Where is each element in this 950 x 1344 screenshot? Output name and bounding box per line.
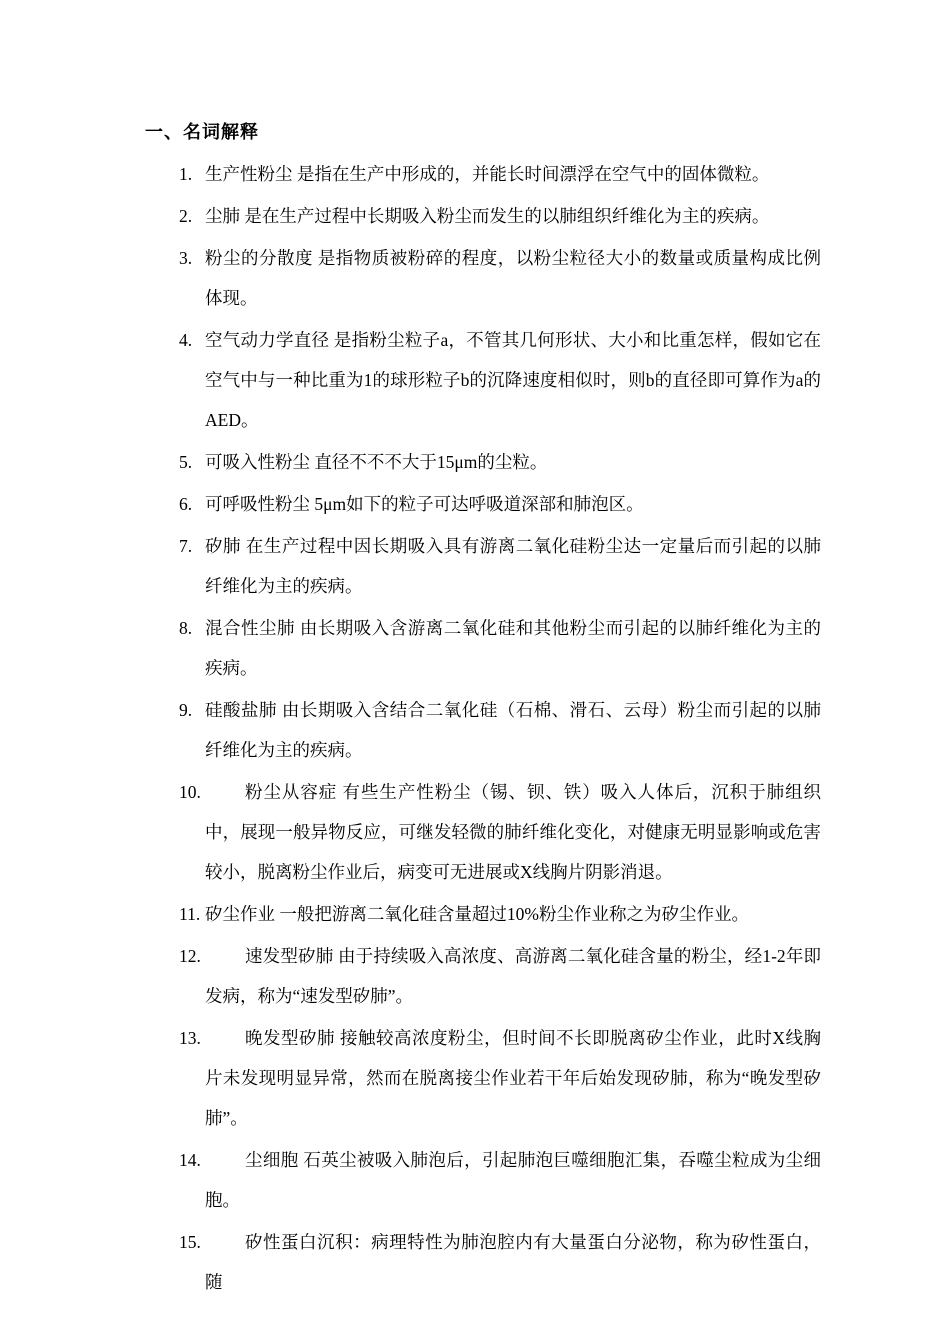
item-term: 可吸入性粉尘 — [205, 452, 310, 472]
item-definition: 是指在生产中形成的，并能长时间漂浮在空气中的固体微粒。 — [296, 164, 770, 184]
item-definition: 接触较高浓度粉尘，但时间不长即脱离矽尘作业，此时X线胸片未发现明显异常，然而在脱离接尘作业若干年后始发现矽肺，称为“晚发型矽肺”。 — [205, 1028, 821, 1128]
item-term: 硅酸盐肺 — [205, 700, 277, 720]
item-definition: 一般把游离二氧化硅含量超过10%粉尘作业称之为矽尘作业。 — [279, 904, 749, 924]
term-item — [179, 1222, 822, 1302]
term-item — [179, 484, 821, 524]
item-number: 15. — [179, 1232, 201, 1252]
item-definition: 由长期吸入含结合二氧化硅（石棉、滑石、云母）粉尘而引起的以肺纤维化为主的疾病。 — [205, 700, 822, 760]
item-number: 7. — [179, 536, 193, 556]
term-item — [179, 690, 822, 770]
item-number: 2. — [179, 206, 193, 226]
item-term: 矽尘作业 — [205, 904, 275, 924]
item-number: 13. — [179, 1028, 201, 1048]
item-number: 1. — [179, 164, 193, 184]
term-item — [179, 894, 821, 934]
item-definition: 直径不不不大于15μm的尘粒。 — [314, 452, 548, 472]
item-number: 4. — [179, 330, 193, 350]
item-definition: 石英尘被吸入肺泡后，引起肺泡巨噬细胞汇集，吞噬尘粒成为尘细胞。 — [205, 1150, 822, 1210]
section-heading: 一、名词解释 — [145, 122, 259, 142]
term-list — [179, 154, 822, 1302]
term-item — [179, 154, 821, 194]
term-item — [179, 442, 821, 482]
item-number: 12. — [179, 946, 201, 966]
item-term: 混合性尘肺 — [205, 618, 295, 638]
item-definition: 病理特性为肺泡腔内有大量蛋白分泌物，称为矽性蛋白，随 — [205, 1232, 822, 1292]
item-term: 尘细胞 — [245, 1150, 299, 1170]
item-term: 晚发型矽肺 — [245, 1028, 336, 1048]
term-item — [179, 526, 822, 606]
item-number: 11. — [179, 904, 201, 924]
term-item — [179, 1018, 821, 1138]
term-item — [179, 608, 822, 688]
item-term: 矽肺 — [205, 536, 241, 556]
term-item — [179, 1140, 822, 1220]
item-term: 粉尘的分散度 — [205, 248, 313, 268]
item-term: 可呼吸性粉尘 — [205, 494, 310, 514]
item-number: 5. — [179, 452, 193, 472]
term-item — [179, 936, 822, 1016]
item-definition: 有些生产性粉尘（锡、钡、铁）吸入人体后，沉积于肺组织中，展现一般异物反应，可继发轻微的肺纤维化变化，对健康无明显影响或危害较小，脱离粉尘作业后，病变可无进展或X线胸片阴影消退。 — [205, 782, 822, 882]
item-definition: 是指粉尘粒子a，不管其几何形状、大小和比重怎样，假如它在空气中与一种比重为1的球形粒子b的沉降速度相似时，则b的直径即可算作为a的AED。 — [205, 330, 822, 430]
item-term: 粉尘从容症 — [245, 782, 338, 802]
item-number: 9. — [179, 700, 193, 720]
item-number: 8. — [179, 618, 193, 638]
item-number: 10. — [179, 782, 201, 802]
document-content — [145, 112, 835, 1304]
item-term: 尘肺 — [205, 206, 240, 226]
item-number: 14. — [179, 1150, 201, 1170]
item-term: 生产性粉尘 — [205, 164, 293, 184]
item-term: 矽性蛋白沉积： — [245, 1232, 372, 1252]
term-item — [179, 238, 822, 318]
item-definition: 由于持续吸入高浓度、高游离二氧化硅含量的粉尘，经1-2年即发病，称为“速发型矽肺”。 — [205, 946, 822, 1006]
item-number: 6. — [179, 494, 193, 514]
term-item — [179, 772, 822, 892]
item-definition: 在生产过程中因长期吸入具有游离二氧化硅粉尘达一定量后而引起的以肺纤维化为主的疾病。 — [205, 536, 822, 596]
item-term: 空气动力学直径 — [205, 330, 330, 350]
term-item — [179, 196, 821, 236]
item-term: 速发型矽肺 — [245, 946, 334, 966]
item-definition: 5μm如下的粒子可达呼吸道深部和肺泡区。 — [314, 494, 644, 514]
item-definition: 由长期吸入含游离二氧化硅和其他粉尘而引起的以肺纤维化为主的疾病。 — [205, 618, 822, 678]
term-item — [179, 320, 822, 440]
item-definition: 是指物质被粉碎的程度，以粉尘粒径大小的数量或质量构成比例体现。 — [205, 248, 822, 308]
item-number: 3. — [179, 248, 193, 268]
item-definition: 是在生产过程中长期吸入粉尘而发生的以肺组织纤维化为主的疾病。 — [244, 206, 770, 226]
